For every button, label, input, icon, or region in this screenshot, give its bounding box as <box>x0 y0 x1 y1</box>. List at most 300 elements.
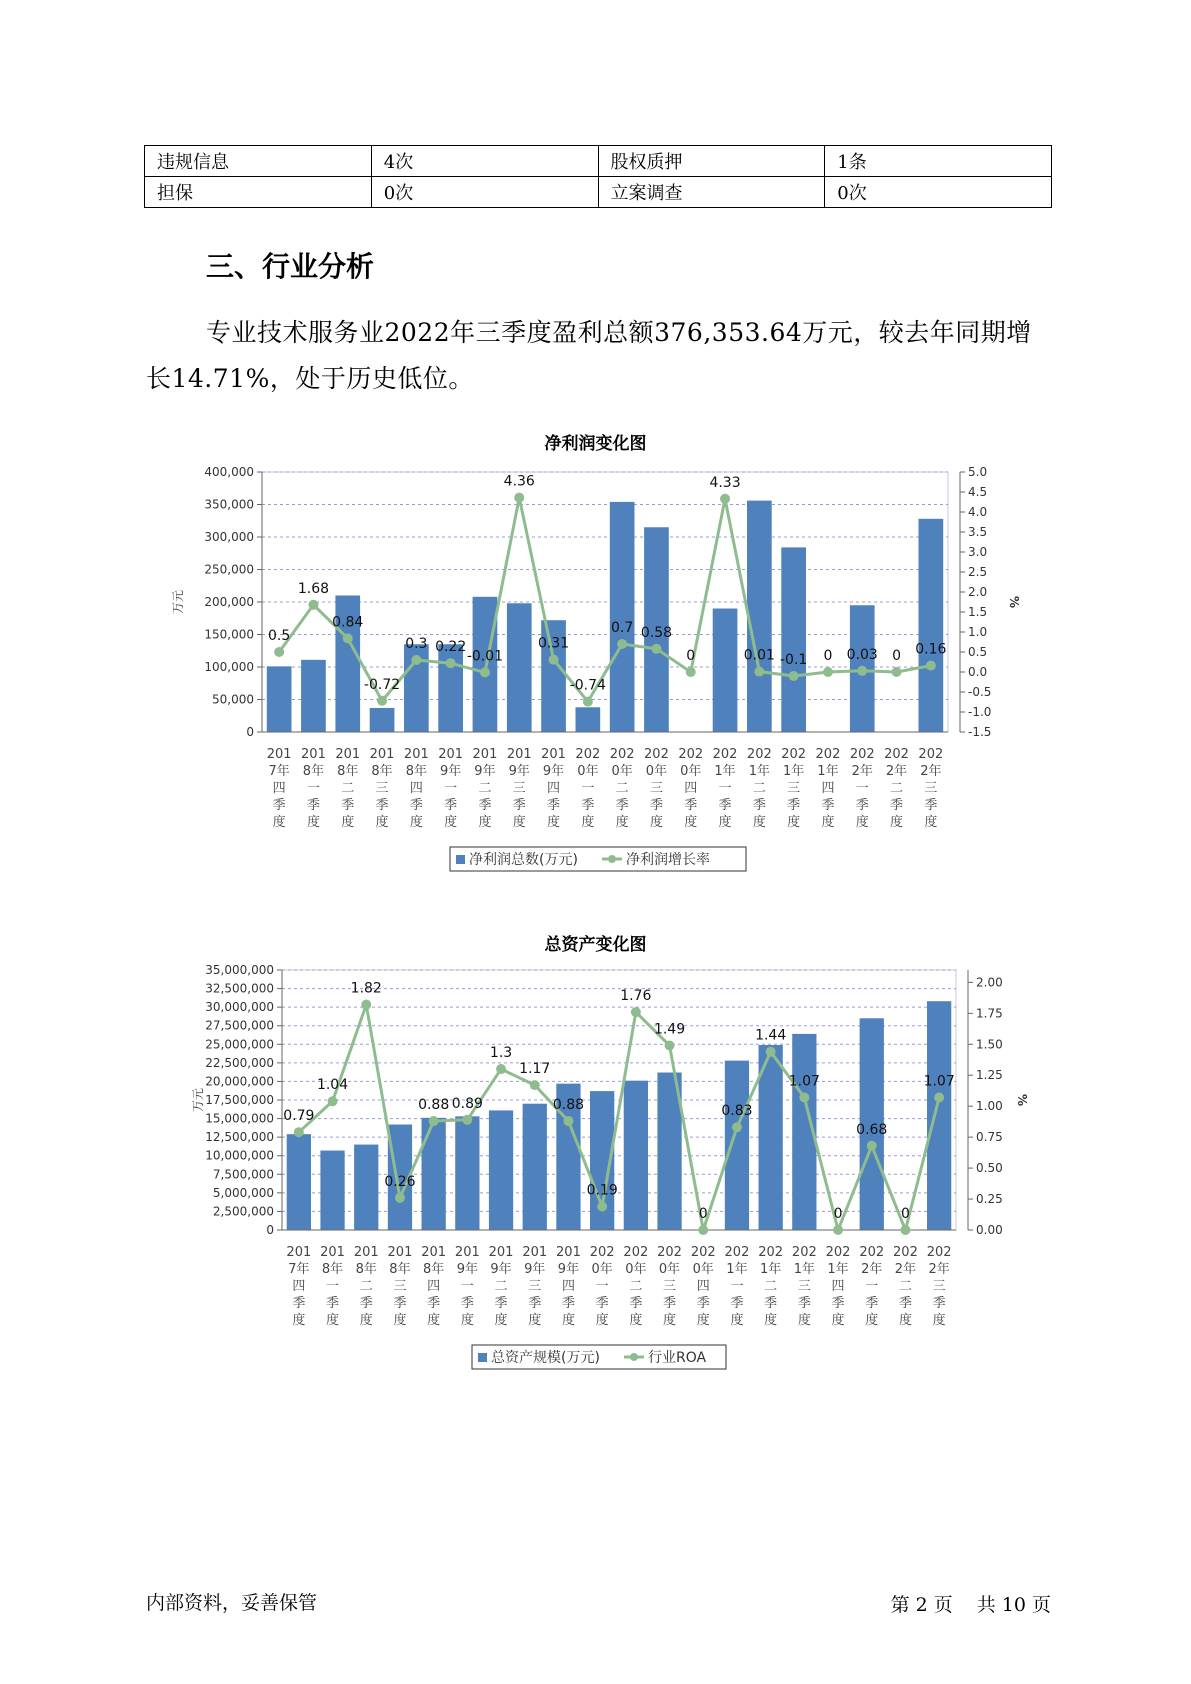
point-label: -0.72 <box>363 676 401 693</box>
table-cell: 违规信息 <box>145 146 372 177</box>
x-tick-label: 三 <box>797 1279 811 1294</box>
y-tick-label: 30,000,000 <box>205 1000 274 1015</box>
x-tick-label: 季 <box>512 798 526 813</box>
point-label: 0.79 <box>283 1108 315 1125</box>
point-label: 0.22 <box>435 639 467 656</box>
x-tick-label: 度 <box>326 1313 340 1328</box>
x-tick-label: 一 <box>855 781 869 796</box>
line-point <box>395 1193 405 1203</box>
x-tick-label: 201 <box>506 747 532 762</box>
x-tick-label: 2年 <box>885 764 908 779</box>
point-label: 1.49 <box>653 1021 686 1038</box>
x-tick-label: 2年 <box>861 1262 883 1277</box>
x-tick-label: 0年 <box>625 1262 647 1277</box>
x-tick-label: 202 <box>644 747 669 762</box>
x-tick-label: 0年 <box>611 764 633 779</box>
x-tick-label: 季 <box>752 798 766 813</box>
legend-line-label: 行业ROA <box>648 1350 707 1366</box>
line-point <box>514 493 524 503</box>
x-tick-label: 1年 <box>726 1262 748 1277</box>
legend-line-marker <box>608 855 616 863</box>
y-tick-label: 50,000 <box>212 692 254 707</box>
x-tick-label: 度 <box>821 815 835 830</box>
x-tick-label: 季 <box>615 798 629 813</box>
point-label: 0 <box>823 648 833 664</box>
line-point <box>377 696 387 706</box>
line-point <box>732 1122 742 1132</box>
x-tick-label: 一 <box>865 1279 879 1294</box>
x-tick-label: 8年 <box>405 764 427 779</box>
x-tick-label: 度 <box>730 1313 744 1328</box>
x-tick-label: 201 <box>472 747 498 762</box>
x-tick-label: 202 <box>758 1245 784 1260</box>
point-label: 0.83 <box>721 1103 753 1120</box>
line-point <box>462 1115 472 1125</box>
x-tick-label: 1年 <box>793 1262 815 1277</box>
x-tick-label: 三 <box>512 781 526 796</box>
x-tick-label: 201 <box>266 747 292 762</box>
x-tick-label: 202 <box>791 1245 817 1260</box>
point-label: 0.68 <box>856 1121 888 1138</box>
x-tick-label: 二 <box>764 1279 778 1294</box>
point-label: 0.7 <box>611 620 634 636</box>
line-point <box>496 1064 506 1074</box>
x-tick-label: 季 <box>444 798 458 813</box>
bar <box>576 707 601 732</box>
assets-chart-title: 总资产变化图 <box>544 935 647 955</box>
y2-tick-label: 2.0 <box>968 585 988 599</box>
x-tick-label: 度 <box>341 815 355 830</box>
page-prefix: 第 <box>890 1594 910 1616</box>
x-tick-label: 度 <box>292 1313 306 1328</box>
y-tick-label: 0 <box>246 725 254 739</box>
x-tick-label: 季 <box>561 1296 575 1311</box>
x-tick-label: 度 <box>696 1313 710 1328</box>
line-point <box>446 658 456 668</box>
x-tick-label: 四 <box>684 781 698 796</box>
x-tick-label: 度 <box>561 1313 575 1328</box>
x-tick-label: 度 <box>752 815 766 830</box>
x-tick-label: 四 <box>561 1279 575 1294</box>
total-num: 10 <box>1001 1594 1026 1616</box>
x-tick-label: 季 <box>375 798 389 813</box>
line-point <box>833 1225 843 1235</box>
bar <box>610 502 635 732</box>
y-tick-label: 5,000,000 <box>212 1185 274 1200</box>
x-tick-label: 202 <box>815 747 841 762</box>
x-tick-label: 202 <box>781 747 807 762</box>
line-point <box>480 667 490 677</box>
point-label: 0.26 <box>384 1173 416 1190</box>
y2-tick-label: 3.5 <box>968 525 988 539</box>
y-tick-label: 2,500,000 <box>212 1204 274 1219</box>
point-label: 0 <box>900 1206 910 1222</box>
y2-tick-label: 1.25 <box>976 1068 1003 1083</box>
x-tick-label: 0年 <box>577 764 599 779</box>
x-tick-label: 三 <box>528 1279 542 1294</box>
x-tick-label: 二 <box>494 1279 508 1294</box>
x-tick-label: 度 <box>512 815 526 830</box>
x-tick-label: 季 <box>292 1296 306 1311</box>
x-tick-label: 8年 <box>423 1262 445 1277</box>
bar <box>320 1151 344 1230</box>
x-tick-label: 度 <box>663 1313 677 1328</box>
x-tick-label: 2年 <box>928 1262 950 1277</box>
info-table <box>144 145 1052 208</box>
table-cell: 担保 <box>145 177 372 208</box>
x-tick-label: 季 <box>272 798 286 813</box>
x-tick-label: 三 <box>649 781 663 796</box>
legend-bar-label: 净利润总数(万元) <box>469 852 578 868</box>
line-point <box>429 1116 439 1126</box>
table-cell: 0次 <box>825 177 1052 208</box>
table-cell: 立案调查 <box>598 177 825 208</box>
x-tick-label: 季 <box>865 1296 879 1311</box>
x-tick-label: 9年 <box>508 764 530 779</box>
x-tick-label: 一 <box>306 781 320 796</box>
line-point <box>328 1096 338 1106</box>
bar <box>370 708 395 732</box>
y-tick-label: 20,000,000 <box>205 1074 274 1089</box>
y-tick-label: 25,000,000 <box>205 1037 274 1052</box>
y-tick-label: 350,000 <box>204 497 254 512</box>
line-point <box>665 1041 675 1051</box>
y-tick-label: 150,000 <box>204 627 254 642</box>
x-tick-label: 202 <box>746 747 772 762</box>
table-row <box>145 146 1052 177</box>
y-tick-label: 250,000 <box>204 562 254 577</box>
point-label: 4.33 <box>709 474 741 491</box>
y2-tick-label: -0.5 <box>968 685 992 699</box>
table-cell: 股权质押 <box>598 146 825 177</box>
x-tick-label: 8年 <box>302 764 325 779</box>
y2-tick-label: 2.00 <box>976 975 1003 990</box>
x-tick-label: 度 <box>649 815 663 830</box>
x-tick-label: 度 <box>444 815 458 830</box>
x-tick-label: 季 <box>764 1296 778 1311</box>
x-tick-label: 度 <box>478 815 492 830</box>
y2-tick-label: 0.50 <box>976 1161 1003 1176</box>
total-suffix: 页 <box>1031 1594 1051 1616</box>
point-label: -0.01 <box>466 648 504 665</box>
bar <box>438 644 463 732</box>
bar <box>919 519 944 732</box>
x-tick-label: 度 <box>393 1313 407 1328</box>
x-tick-label: 季 <box>547 798 561 813</box>
table-cell: 1条 <box>825 146 1052 177</box>
x-tick-label: 四 <box>547 781 561 796</box>
x-tick-label: 一 <box>460 1279 474 1294</box>
x-tick-label: 度 <box>898 1313 912 1328</box>
x-tick-label: 季 <box>890 798 904 813</box>
bar <box>927 1001 951 1230</box>
x-tick-label: 度 <box>528 1313 542 1328</box>
x-tick-label: 季 <box>663 1296 677 1311</box>
x-tick-label: 季 <box>898 1296 912 1311</box>
y2-tick-label: 1.5 <box>968 605 988 619</box>
x-tick-label: 2年 <box>920 764 942 779</box>
x-tick-label: 0年 <box>645 764 668 779</box>
line-point <box>766 1047 776 1057</box>
x-tick-label: 度 <box>460 1313 474 1328</box>
y-tick-label: 27,500,000 <box>205 1018 274 1033</box>
x-tick-label: 202 <box>884 747 909 762</box>
legend-bar-swatch <box>456 855 465 864</box>
x-tick-label: 201 <box>286 1245 312 1260</box>
x-tick-label: 季 <box>855 798 869 813</box>
x-tick-label: 度 <box>787 815 801 830</box>
x-tick-label: 季 <box>409 798 423 813</box>
bar <box>301 660 326 732</box>
x-tick-label: 度 <box>272 815 286 830</box>
y2-tick-label: 0.75 <box>976 1130 1003 1145</box>
point-label: 0.89 <box>451 1095 483 1112</box>
x-tick-label: 二 <box>629 1279 643 1294</box>
line-point <box>698 1225 708 1235</box>
point-label: 0.31 <box>537 635 570 652</box>
x-tick-label: 9年 <box>542 764 565 779</box>
x-tick-label: 201 <box>541 747 566 762</box>
analysis-paragraph: 专业技术服务业2022年三季度盈利总额376,353.64万元，较去年同期增长14.71%，处于历史低位。 <box>146 318 1032 393</box>
x-tick-label: 季 <box>718 798 732 813</box>
x-tick-label: 202 <box>926 1245 952 1260</box>
point-label: 0.88 <box>418 1097 450 1114</box>
x-tick-label: 三 <box>787 781 801 796</box>
x-tick-label: 三 <box>924 781 938 796</box>
x-tick-label: 季 <box>494 1296 508 1311</box>
point-label: 0.84 <box>332 614 364 631</box>
point-label: 1.07 <box>788 1073 820 1090</box>
x-tick-label: 1年 <box>817 764 839 779</box>
x-tick-label: 201 <box>353 1245 379 1260</box>
bar <box>489 1110 513 1230</box>
x-tick-label: 三 <box>932 1279 946 1294</box>
page-num: 2 <box>915 1594 928 1616</box>
x-tick-label: 202 <box>657 1245 682 1260</box>
x-tick-label: 季 <box>581 798 595 813</box>
y2-tick-label: -1.0 <box>968 705 992 719</box>
point-label: 1.04 <box>316 1077 349 1094</box>
x-tick-label: 202 <box>589 1245 615 1260</box>
y2-tick-label: 1.75 <box>976 1006 1003 1021</box>
x-tick-label: 1年 <box>760 1262 782 1277</box>
x-tick-label: 季 <box>478 798 492 813</box>
line-point <box>857 666 867 676</box>
x-tick-label: 季 <box>326 1296 340 1311</box>
y2-tick-label: 2.5 <box>968 565 988 579</box>
x-tick-label: 四 <box>831 1279 845 1294</box>
x-tick-label: 度 <box>375 815 389 830</box>
point-label: 0.5 <box>268 628 291 644</box>
x-tick-label: 季 <box>595 1296 609 1311</box>
point-label: 0.58 <box>640 624 673 641</box>
x-tick-label: 一 <box>730 1279 744 1294</box>
x-tick-label: 三 <box>375 781 389 796</box>
y-tick-label: 15,000,000 <box>205 1111 274 1126</box>
x-tick-label: 三 <box>393 1279 407 1294</box>
bar <box>354 1145 378 1230</box>
x-tick-label: 度 <box>409 815 423 830</box>
x-tick-label: 度 <box>427 1313 441 1328</box>
y2-tick-label: 1.50 <box>976 1037 1003 1052</box>
y-tick-label: 0 <box>266 1223 274 1237</box>
line-point <box>361 1000 371 1010</box>
line-point <box>274 647 284 657</box>
x-tick-label: 度 <box>797 1313 811 1328</box>
point-label: 0 <box>686 648 696 664</box>
bar <box>747 501 772 732</box>
x-tick-label: 一 <box>718 781 732 796</box>
x-tick-label: 9年 <box>557 1262 580 1277</box>
x-tick-label: 201 <box>320 1245 345 1260</box>
line-point <box>651 644 661 654</box>
x-tick-label: 202 <box>575 747 601 762</box>
x-tick-label: 201 <box>522 1245 548 1260</box>
x-tick-label: 202 <box>690 1245 716 1260</box>
x-tick-label: 202 <box>825 1245 851 1260</box>
x-tick-label: 201 <box>403 747 429 762</box>
y2-tick-label: -1.5 <box>968 725 992 739</box>
x-tick-label: 度 <box>890 815 904 830</box>
x-tick-label: 202 <box>609 747 635 762</box>
table-row <box>145 177 1052 208</box>
x-tick-label: 度 <box>615 815 629 830</box>
x-tick-label: 季 <box>787 798 801 813</box>
x-tick-label: 二 <box>341 781 355 796</box>
x-tick-label: 202 <box>724 1245 750 1260</box>
y2-tick-label: 5.0 <box>968 465 988 479</box>
x-tick-label: 201 <box>335 747 361 762</box>
x-tick-label: 度 <box>684 815 698 830</box>
line-point <box>294 1127 304 1137</box>
x-tick-label: 度 <box>932 1313 946 1328</box>
x-tick-label: 季 <box>797 1296 811 1311</box>
point-label: 1.82 <box>350 980 382 997</box>
line-point <box>754 667 764 677</box>
x-tick-label: 202 <box>712 747 738 762</box>
line-point <box>900 1225 910 1235</box>
total-prefix: 共 <box>976 1594 996 1616</box>
x-tick-label: 度 <box>629 1313 643 1328</box>
bar <box>624 1081 648 1230</box>
line-point <box>411 655 421 665</box>
x-tick-label: 度 <box>718 815 732 830</box>
line-point <box>926 661 936 671</box>
x-tick-label: 季 <box>730 1296 744 1311</box>
x-tick-label: 9年 <box>474 764 496 779</box>
y2-tick-label: 1.00 <box>976 1099 1003 1114</box>
x-tick-label: 202 <box>893 1245 918 1260</box>
x-tick-label: 202 <box>849 747 875 762</box>
x-tick-label: 四 <box>821 781 835 796</box>
line-point <box>530 1080 540 1090</box>
line-point <box>789 671 799 681</box>
x-tick-label: 0年 <box>591 1262 613 1277</box>
y-tick-label: 22,500,000 <box>205 1055 274 1070</box>
x-tick-label: 2年 <box>851 764 873 779</box>
x-tick-label: 201 <box>438 747 464 762</box>
x-tick-label: 202 <box>918 747 944 762</box>
x-tick-label: 0年 <box>692 1262 714 1277</box>
line-point <box>867 1141 877 1151</box>
x-tick-label: 度 <box>924 815 938 830</box>
x-tick-label: 季 <box>821 798 835 813</box>
point-label: 1.07 <box>923 1073 955 1090</box>
x-tick-label: 季 <box>393 1296 407 1311</box>
legend-bar-label: 总资产规模(万元) <box>491 1350 600 1366</box>
x-tick-label: 度 <box>831 1313 845 1328</box>
line-point <box>563 1116 573 1126</box>
x-tick-label: 度 <box>359 1313 373 1328</box>
line-point <box>934 1093 944 1103</box>
y-tick-label: 17,500,000 <box>205 1093 274 1107</box>
bar <box>523 1104 547 1230</box>
x-tick-label: 四 <box>272 781 286 796</box>
x-tick-label: 三 <box>663 1279 677 1294</box>
point-label: 1.76 <box>620 988 652 1005</box>
x-tick-label: 201 <box>454 1245 480 1260</box>
x-tick-label: 一 <box>581 781 595 796</box>
point-label: 0.03 <box>846 646 878 663</box>
point-label: 1.68 <box>297 580 330 597</box>
y-tick-label: 200,000 <box>204 595 254 609</box>
y2-tick-label: 3.0 <box>968 545 988 559</box>
x-tick-label: 201 <box>488 1245 514 1260</box>
x-tick-label: 二 <box>752 781 766 796</box>
x-tick-label: 季 <box>629 1296 643 1311</box>
y-tick-label: 32,500,000 <box>205 981 274 996</box>
x-tick-label: 二 <box>615 781 629 796</box>
y2-tick-label: 4.0 <box>968 505 988 519</box>
y2-tick-label: 0.5 <box>968 645 988 659</box>
line-point <box>308 600 318 610</box>
x-tick-label: 201 <box>369 747 395 762</box>
point-label: 0.88 <box>552 1097 585 1114</box>
x-tick-label: 一 <box>326 1279 340 1294</box>
x-tick-label: 四 <box>427 1279 441 1294</box>
x-tick-label: 二 <box>478 781 492 796</box>
x-tick-label: 202 <box>859 1245 885 1260</box>
x-tick-label: 季 <box>649 798 663 813</box>
x-tick-label: 季 <box>460 1296 474 1311</box>
line-point <box>686 667 696 677</box>
point-label: 0 <box>698 1206 708 1222</box>
legend-line-marker <box>630 1353 638 1361</box>
x-tick-label: 度 <box>764 1313 778 1328</box>
bar <box>267 666 292 732</box>
x-tick-label: 季 <box>696 1296 710 1311</box>
line-point <box>549 655 559 665</box>
x-tick-label: 9年 <box>440 764 462 779</box>
y-tick-label: 35,000,000 <box>205 965 274 977</box>
bar <box>507 603 532 732</box>
page-mid: 页 <box>933 1594 953 1616</box>
x-tick-label: 1年 <box>748 764 770 779</box>
y2-tick-label: 0.0 <box>968 665 988 679</box>
legend-bar-swatch <box>478 1353 487 1362</box>
point-label: 0.3 <box>405 636 428 652</box>
y2-tick-label: 1.0 <box>968 625 988 639</box>
point-label: 0.01 <box>743 647 775 664</box>
x-tick-label: 季 <box>528 1296 542 1311</box>
x-tick-label: 8年 <box>355 1262 377 1277</box>
table-cell: 0次 <box>371 177 598 208</box>
bar <box>781 547 806 732</box>
point-label: 0.19 <box>586 1182 618 1199</box>
x-tick-label: 度 <box>865 1313 879 1328</box>
line-point <box>617 639 627 649</box>
point-label: 1.3 <box>489 1045 513 1062</box>
